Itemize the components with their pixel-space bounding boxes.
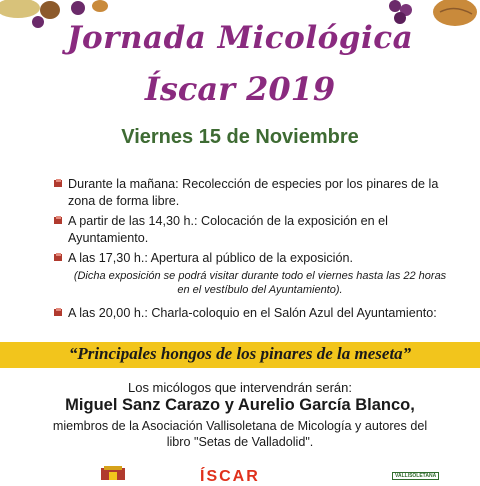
speakers-names: Miguel Sanz Carazo y Aurelio García Blanco,	[65, 396, 415, 414]
bullet-icon	[54, 253, 63, 262]
association-logo: VALLISOLETANA	[392, 472, 439, 480]
schedule-item	[52, 213, 452, 246]
event-date: Viernes 15 de Noviembre	[121, 126, 359, 148]
bullet-icon	[54, 216, 63, 225]
iscar-logo: ÍSCAR	[200, 468, 260, 485]
schedule-item-text: A partir de las 14,30 h.: Colocación de la exposición en el Ayuntamiento.	[68, 214, 388, 245]
schedule-item-text: Durante la mañana: Recolección de especies por los pinares de la zona de forma libre.	[68, 177, 439, 208]
schedule-item	[52, 305, 452, 322]
schedule-item	[52, 176, 452, 209]
speakers-membership: miembros de la Asociación Vallisoletana de Micología y autores del libro "Setas de Valladolid".	[52, 419, 428, 449]
bullet-icon	[54, 179, 63, 188]
schedule-item-text: A las 17,30 h.: Apertura al público de la exposición.	[68, 251, 353, 265]
event-title: Jornada Micológica	[66, 20, 414, 56]
coat-of-arms-logo	[98, 466, 128, 480]
schedule-item	[52, 250, 452, 267]
schedule-list	[52, 176, 452, 325]
talk-title: “Principales hongos de los pinares de la meseta”	[68, 344, 412, 363]
schedule-note: (Dicha exposición se podrá visitar durante todo el viernes hasta las 22 horas en el vestíbulo del Ayuntamiento).	[73, 269, 447, 296]
event-location-year: Íscar 2019	[144, 70, 336, 108]
speakers-intro: Los micólogos que intervendrán serán:	[127, 380, 353, 395]
bullet-icon	[54, 308, 63, 317]
schedule-item-text: A las 20,00 h.: Charla-coloquio en el Salón Azul del Ayuntamiento:	[68, 305, 437, 320]
